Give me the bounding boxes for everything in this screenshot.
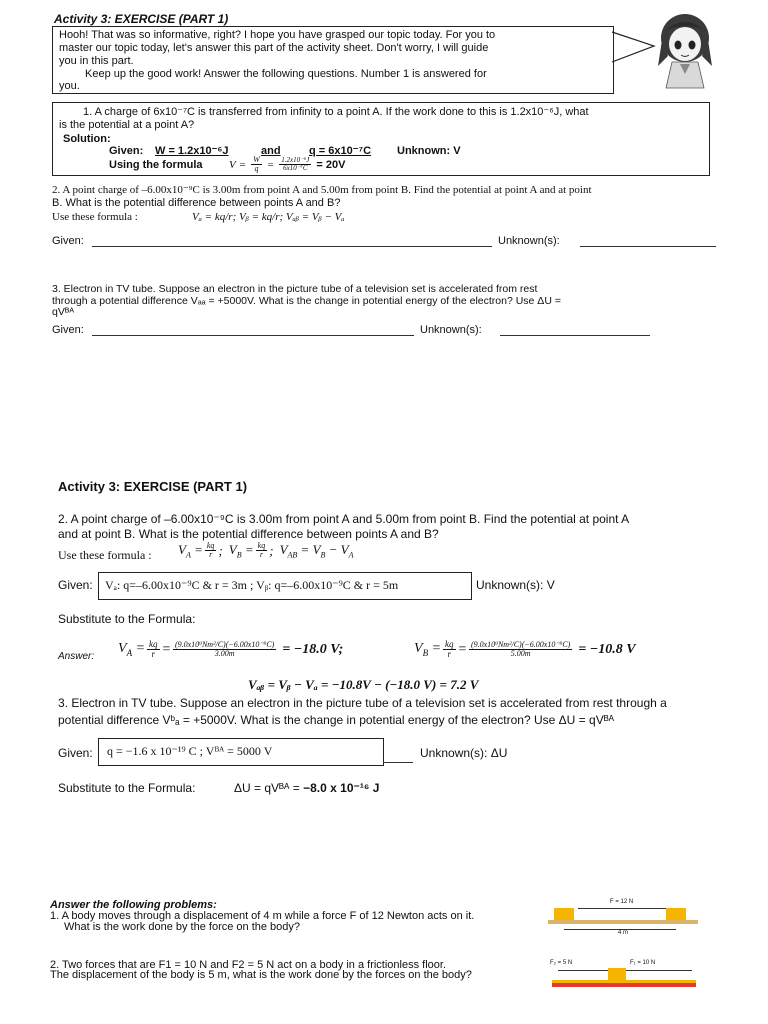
ak-q3-given-box <box>98 738 384 766</box>
ak-q3-unknown: Unknown(s): ΔU <box>420 746 508 760</box>
ak-va-frac: $\frac{\text{(9.0x10⁹Nm²/C)(−6.00x10⁻⁹C)}}{3.00m}$ <box>174 640 275 658</box>
ak-q3-result: −8.0 x 10⁻¹⁶ J <box>303 781 380 795</box>
ak-va-equation: $V_A$ = $\frac{kq}{r}$ = $\frac{\text{(9.0x10⁹Nm²/C)(−6.00x10⁻⁹C)}}{3.00m}$ = −18.0 V; <box>118 639 344 659</box>
ak-given-label: Given: <box>58 578 93 592</box>
p1-disp-label: 4 m <box>618 930 629 936</box>
intro-line-1: Hooh! That was so informative, right? I hope you have grasped our topic today. For you to <box>59 29 496 41</box>
answer-key-title: Activity 3: EXERCISE (PART 1) <box>58 479 248 494</box>
ak-va-result: = −18.0 V; <box>282 641 344 657</box>
intro-line-2: master our topic today, let's answer this part of the activity sheet. Don't worry, I will guide <box>59 42 489 54</box>
p1-line-2: What is the work done by the force on the body? <box>64 921 301 933</box>
q1-solution-label: Solution: <box>63 133 111 145</box>
ak-answer-label: Answer: <box>58 651 95 662</box>
ak-q3-given-label: Given: <box>58 746 93 760</box>
problems-title: Answer the following problems: <box>50 899 217 911</box>
q1-frac-values: $\frac{\text{1.2x10⁻⁶J}}{\text{6x10⁻⁷C}}$ <box>281 156 310 172</box>
q2-formula-label: Use these formula : <box>52 211 138 223</box>
p1-block-start <box>554 908 574 920</box>
q2-line-1: 2. A point charge of –6.00x10⁻⁹C is 3.00m from point A and 5.00m from point B. Find the potential at point A and at point <box>52 184 592 196</box>
p2-f2-arrow <box>558 970 608 971</box>
p1-floor <box>548 920 698 924</box>
p2-floor <box>552 983 696 987</box>
p1-force-arrow <box>578 908 678 909</box>
q2-line-2: B. What is the potential difference between points A and B? <box>52 197 341 209</box>
q3-unknown-label: Unknown(s): <box>420 324 482 336</box>
q1-result: = 20V <box>316 158 346 171</box>
ak-q3-substitute-label: Substitute to the Formula: <box>58 781 196 795</box>
q2-given-line[interactable] <box>92 246 492 247</box>
q1-formula-v: V <box>229 158 236 171</box>
q1-formula: V = $\frac{W}{q}$ = $\frac{\text{1.2x10⁻⁶J}}{\text{6x10⁻⁷C}}$ = 20V <box>229 155 346 173</box>
p1-line-1: 1. A body moves through a displacement of 4 m while a force F of 12 Newton acts on it. <box>50 910 475 922</box>
q2-given-label: Given: <box>52 235 84 247</box>
q1-given-q: q = 6x10⁻⁷C <box>309 145 372 157</box>
q3-line-1: 3. Electron in TV tube. Suppose an electron in the picture tube of a television set is accelerated from rest <box>52 283 538 295</box>
ak-q3-blank-line <box>383 762 413 763</box>
q3-given-label: Given: <box>52 324 84 336</box>
ak-q3-given-value: q = −1.6 x 10⁻¹⁹ C ; Vᴮᴬ = 5000 V <box>107 744 273 758</box>
q2-unknown-label: Unknown(s): <box>498 235 560 247</box>
ak-q2-line-2: and at point B. What is the potential difference between points A and B? <box>58 527 439 541</box>
p2-f2-label: F₂ = 5 N <box>550 960 573 966</box>
q1-box <box>52 102 710 176</box>
p2-block <box>608 968 626 980</box>
intro-box <box>52 26 614 94</box>
intro-line-4: Keep up the good work! Answer the following questions. Number 1 is answered for <box>85 68 487 80</box>
ak-given-box <box>98 572 472 600</box>
p2-f1-label: F₁ = 10 N <box>630 960 656 966</box>
ak-vb-frac: $\frac{\text{(9.0x10⁹Nm²/C)(−6.00x10⁻⁹C)}}{5.00m}$ <box>470 640 571 658</box>
ak-formula: $V_A$ = $\frac{kq}{r}$ ; $V_B$ = $\frac{kq}{r}$ ; $V_{AB} = V_B - V_A$ <box>178 541 354 560</box>
p1-force-label: F = 12 N <box>610 899 634 905</box>
ak-formula-label: Use these formula : <box>58 548 152 562</box>
ak-unknown: Unknown(s): V <box>476 578 555 592</box>
activity-title: Activity 3: EXERCISE (PART 1) <box>54 12 229 26</box>
anime-girl-illustration <box>650 8 720 98</box>
q1-given-label: Given: <box>109 145 144 157</box>
q3-given-line[interactable] <box>92 335 414 336</box>
q1-line-2: is the potential at a point A? <box>59 119 195 131</box>
q1-frac-wq: $\frac{W}{q}$ <box>253 155 260 173</box>
ak-q3-formula: ΔU = qVᴮᴬ = −8.0 x 10⁻¹⁶ J <box>234 781 380 795</box>
intro-line-5: you. <box>59 80 80 92</box>
q3-line-2: through a potential difference Vₐₐ = +5000V. What is the change in potential energy of the electron? Use ΔU = <box>52 295 561 307</box>
q1-formula-label: Using the formula <box>109 159 203 171</box>
q1-given-and: and <box>261 145 281 157</box>
p2-line-2: The displacement of the body is 5 m, what is the work done by the forces on the body? <box>50 969 472 981</box>
intro-line-3: you in this part. <box>59 55 134 67</box>
p2-line-1: 2. Two forces that are F1 = 10 N and F2 = 5 N act on a body in a frictionless floor. <box>50 959 447 971</box>
p2-diagram <box>548 958 700 992</box>
ak-vb-equation: $V_B$ = $\frac{kq}{r}$ = $\frac{\text{(9.0x10⁹Nm²/C)(−6.00x10⁻⁹C)}}{5.00m}$ = −10.8 V <box>414 639 636 659</box>
q1-line-1: 1. A charge of 6x10⁻⁷C is transferred from infinity to a point A. If the work done to this is 1.2x10⁻⁶J, what <box>83 106 589 118</box>
q2-formula: Vₐ = kq/r; Vᵦ = kq/r; Vₐᵦ = Vᵦ − Vₐ <box>192 211 345 223</box>
p1-block-end <box>666 908 686 920</box>
ak-q2-line-1: 2. A point charge of –6.00x10⁻⁹C is 3.00m from point A and 5.00m from point B. Find the potential at point A <box>58 512 630 526</box>
ak-vab-line: Vₐᵦ = Vᵦ − Vₐ = −10.8V − (−18.0 V) = 7.2 V <box>248 677 479 692</box>
ak-substitute-label: Substitute to the Formula: <box>58 612 196 626</box>
p2-f1-arrow <box>626 970 692 971</box>
q2-unknown-line[interactable] <box>580 246 716 247</box>
ak-given-value: Vₐ: q=–6.00x10⁻⁹C & r = 3m ; Vᵦ: q=–6.00x10⁻⁹C & r = 5m <box>105 578 399 592</box>
ak-q3-line-2: potential difference Vᵇₐ = +5000V. What is the change in potential energy of the electron? Use ΔU = qVᴮᴬ <box>58 713 615 727</box>
q3-unknown-line[interactable] <box>500 335 650 336</box>
q3-line-3: qVᴮᴬ <box>52 306 74 318</box>
ak-vb-result: = −10.8 V <box>578 641 636 657</box>
ak-q3-line-1: 3. Electron in TV tube. Suppose an electron in the picture tube of a television set is accelerated from rest through a <box>58 696 667 710</box>
q1-unknown: Unknown: V <box>397 145 461 157</box>
q1-given-w: W = 1.2x10⁻⁶J <box>155 145 229 157</box>
p1-diagram <box>548 898 700 938</box>
